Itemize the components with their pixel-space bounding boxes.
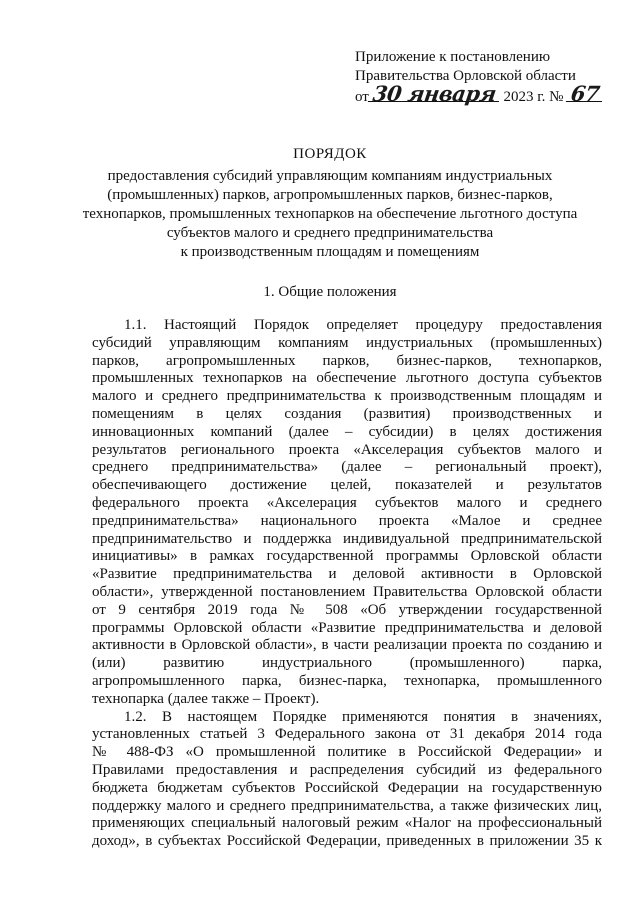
body-line: поддержку малого и среднего предпринимательства, а также физических лиц, [92,797,602,814]
title-main: ПОРЯДОК [293,146,367,162]
body-line: результатов регионального проекта «Акселерация субъектов малого и [92,441,602,458]
body-text [92,317,602,851]
body-line: Правилами предоставления и распределения субсидий из федерального [92,761,602,778]
handwritten-number: 67 [566,86,604,102]
title-line: к производственным площадям и помещениям [180,244,480,260]
handwritten-date: 30 января [368,86,501,102]
header-prefix: от [355,89,369,105]
header-line-1: Приложение к постановлению [355,49,551,65]
title-line: субъектов малого и среднего предпринимательства [166,225,494,241]
title-line: предоставления субсидий управляющим компаниям индустриальных [107,168,553,184]
body-line: инициативы» в рамках государственной программы Орловской области [92,548,602,565]
section-heading: 1. Общие положения [263,284,397,300]
header-line-3 [355,81,602,107]
body-line: агропромышленного парка, бизнес-парка, технопарка, промышленного [92,672,602,689]
body-line: (или) развитию индустриального (промышленного) парка, [92,655,602,672]
body-line: № 488-ФЗ «О промышленной политике в Российской Федерации» и [92,744,602,761]
body-line: доход», в субъектах Российской Федерации, приведенных в приложении 35 к [92,833,602,850]
body-line: субсидий управляющим компаниям индустриальных (промышленных) [92,334,602,351]
body-line: инновационных компаний (далее – субсидии) в целях достижения [92,423,602,440]
header-year: 2023 г. № [503,89,564,105]
body-line: помещениям в целях создания (развития) производственных и [92,405,602,422]
body-line: предпринимательство и поддержка индивидуальной предпринимательской [92,530,602,547]
body-line: промышленных технопарков на обеспечение льготного доступа субъектов [92,370,602,387]
body-line: малого и среднего предпринимательства к производственным площадям и [92,388,602,405]
body-line: предпринимательства» национального проекта «Малое и среднее [92,512,602,529]
body-line: применяющих специальный налоговый режим «Налог на профессиональный [92,815,602,832]
body-line: обеспечивающего достижение целей, показателей и результатов [92,477,602,494]
approval-header [355,48,602,107]
body-line: активности в Орловской области», в части реализации проекта по созданию и [92,637,602,654]
body-line: технопарка (далее также – Проект). [92,690,320,707]
document-title [60,145,600,262]
body-line: установленных статьей 3 Федерального закона от 31 декабря 2014 года [92,726,602,743]
body-line: программы Орловской области «Развитие предпринимательства и деловой [92,619,602,636]
body-line: федерального проекта «Акселерация субъектов малого и среднего [92,494,602,511]
body-line: бюджета бюджетам субъектов Российской Федерации на государственную [92,779,602,796]
body-line: 1.2. В настоящем Порядке применяются понятия в значениях, [124,708,602,725]
body-line: среднего предпринимательства» (далее – региональный проект), [92,459,602,476]
title-line: технопарков, промышленных технопарков на обеспечение льготного доступа [82,206,578,222]
title-line: (промышленных) парков, агропромышленных парков, бизнес-парков, [107,187,553,203]
body-line: от 9 сентября 2019 года № 508 «Об утверждении государственной [92,601,602,618]
body-line: парков, агропромышленных парков, бизнес-парков, технопарков, [92,352,602,369]
body-line: 1.1. Настоящий Порядок определяет процедуру предоставления [124,317,602,333]
body-line: области», утвержденной постановлением Правительства Орловской области [92,583,602,600]
header-line-2: Правительства Орловской области [355,68,576,84]
body-line: «Развитие предпринимательства и деловой активности в Орловской [92,566,602,583]
